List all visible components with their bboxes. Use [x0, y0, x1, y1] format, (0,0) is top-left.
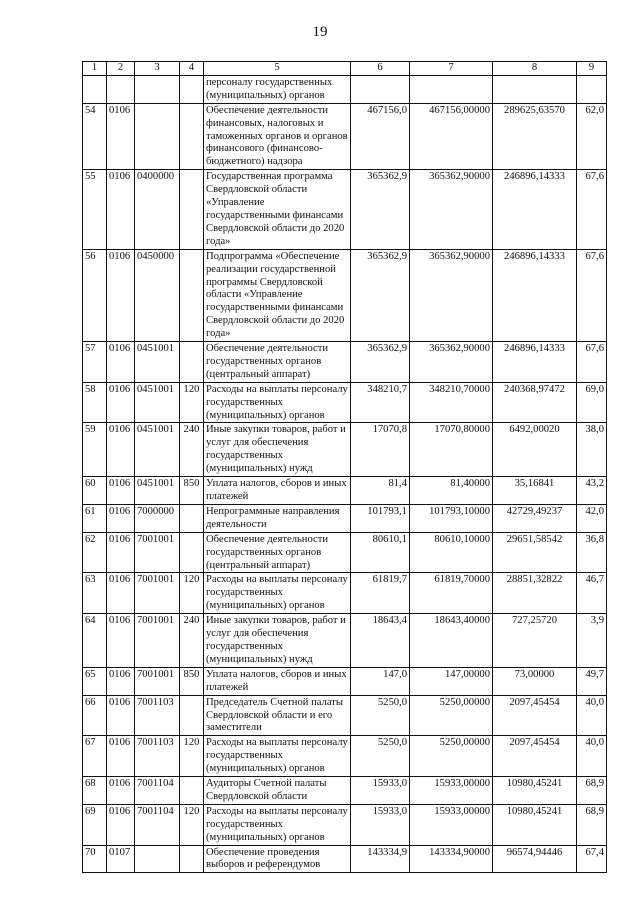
cell-executed-amount: 42729,49237 [493, 504, 577, 532]
cell-refined-amount: 80610,10000 [410, 532, 493, 573]
cell-description: Расходы на выплаты персоналу государственных (муниципальных) органов [204, 382, 351, 423]
cell-executed-amount: 240368,97472 [493, 382, 577, 423]
cell-row-number: 59 [83, 423, 107, 477]
cell-execution-percent: 40,0 [577, 695, 607, 736]
cell-executed-amount: 10980,45241 [493, 777, 577, 805]
cell-section-code: 0106 [107, 667, 135, 695]
cell-expense-type [180, 103, 204, 170]
cell-approved-amount: 101793,1 [351, 504, 410, 532]
cell-expense-type [180, 504, 204, 532]
page-number: 19 [312, 24, 328, 40]
cell-refined-amount: 5250,00000 [410, 736, 493, 777]
table-row [83, 532, 607, 573]
cell-execution-percent: 43,2 [577, 477, 607, 505]
cell-execution-percent: 67,6 [577, 249, 607, 341]
cell-section-code: 0106 [107, 736, 135, 777]
cell-expense-type [180, 170, 204, 249]
table-body [83, 75, 607, 872]
cell-section-code: 0106 [107, 477, 135, 505]
cell-row-number: 61 [83, 504, 107, 532]
table-row [83, 804, 607, 845]
cell-expense-type [180, 777, 204, 805]
cell-executed-amount: 246896,14333 [493, 249, 577, 341]
table-row [83, 667, 607, 695]
cell-execution-percent: 67,6 [577, 342, 607, 383]
cell-approved-amount: 5250,0 [351, 736, 410, 777]
cell-section-code: 0106 [107, 777, 135, 805]
cell-expense-type: 120 [180, 573, 204, 614]
cell-approved-amount: 61819,7 [351, 573, 410, 614]
cell-approved-amount: 365362,9 [351, 342, 410, 383]
cell-row-number: 56 [83, 249, 107, 341]
cell-description: Подпрограмма «Обеспечение реализации государственной программы Свердловской области «Управление государственными финансами Свердловской области до 2020 года» [204, 249, 351, 341]
cell-section-code: 0106 [107, 614, 135, 668]
table-row [83, 249, 607, 341]
cell-target-code: 0451001 [135, 382, 180, 423]
cell-execution-percent: 68,9 [577, 804, 607, 845]
cell-approved-amount: 365362,9 [351, 249, 410, 341]
cell-approved-amount: 80610,1 [351, 532, 410, 573]
cell-executed-amount: 96574,94446 [493, 845, 577, 873]
cell-expense-type [180, 342, 204, 383]
cell-target-code: 0451001 [135, 477, 180, 505]
cell-row-number: 57 [83, 342, 107, 383]
cell-empty [135, 75, 180, 103]
cell-executed-amount: 246896,14333 [493, 170, 577, 249]
cell-section-code: 0106 [107, 423, 135, 477]
cell-executed-amount: 6492,00020 [493, 423, 577, 477]
column-header: 3 [135, 62, 180, 76]
cell-executed-amount: 727,25720 [493, 614, 577, 668]
cell-execution-percent: 40,0 [577, 736, 607, 777]
cell-description: Иные закупки товаров, работ и услуг для обеспечения государственных (муниципальных) нужд [204, 423, 351, 477]
table-row [83, 103, 607, 170]
cell-refined-amount: 15933,00000 [410, 777, 493, 805]
cell-target-code: 7001001 [135, 614, 180, 668]
cell-refined-amount: 143334,90000 [410, 845, 493, 873]
cell-target-code: 7001001 [135, 573, 180, 614]
table-row [83, 477, 607, 505]
cell-row-number: 58 [83, 382, 107, 423]
table-row [83, 504, 607, 532]
cell-description: Обеспечение деятельности государственных органов (центральный аппарат) [204, 342, 351, 383]
cell-approved-amount: 17070,8 [351, 423, 410, 477]
cell-description: Расходы на выплаты персоналу государственных (муниципальных) органов [204, 736, 351, 777]
cell-target-code: 7001001 [135, 532, 180, 573]
cell-description: Государственная программа Свердловской области «Управление государственными финансами Свердловской области до 2020 года» [204, 170, 351, 249]
cell-target-code [135, 845, 180, 873]
cell-row-number: 70 [83, 845, 107, 873]
cell-refined-amount: 147,00000 [410, 667, 493, 695]
cell-expense-type [180, 695, 204, 736]
cell-execution-percent: 67,4 [577, 845, 607, 873]
table-row [83, 736, 607, 777]
cell-description: Обеспечение деятельности государственных органов (центральный аппарат) [204, 532, 351, 573]
cell-row-number: 69 [83, 804, 107, 845]
table-row [83, 695, 607, 736]
cell-executed-amount: 73,00000 [493, 667, 577, 695]
cell-empty [493, 75, 577, 103]
cell-execution-percent: 67,6 [577, 170, 607, 249]
cell-target-code: 0451001 [135, 423, 180, 477]
cell-description: Обеспечение деятельности финансовых, налоговых и таможенных органов и органов финансового (финансово-бюджетного) надзора [204, 103, 351, 170]
cell-section-code: 0106 [107, 170, 135, 249]
cell-expense-type: 240 [180, 614, 204, 668]
cell-section-code: 0106 [107, 342, 135, 383]
table-row [83, 382, 607, 423]
column-header: 7 [410, 62, 493, 76]
column-header: 8 [493, 62, 577, 76]
cell-execution-percent: 69,0 [577, 382, 607, 423]
cell-section-code: 0107 [107, 845, 135, 873]
cell-row-number: 54 [83, 103, 107, 170]
cell-description: Аудиторы Счетной палаты Свердловской области [204, 777, 351, 805]
cell-refined-amount: 81,40000 [410, 477, 493, 505]
table-row [83, 845, 607, 873]
cell-refined-amount: 348210,70000 [410, 382, 493, 423]
cell-expense-type: 120 [180, 736, 204, 777]
cell-refined-amount: 18643,40000 [410, 614, 493, 668]
cell-empty [180, 75, 204, 103]
cell-description: Непрограммные направления деятельности [204, 504, 351, 532]
cell-section-code: 0106 [107, 695, 135, 736]
cell-row-number: 65 [83, 667, 107, 695]
cell-description: персоналу государственных (муниципальных) органов [204, 75, 351, 103]
cell-execution-percent: 49,7 [577, 667, 607, 695]
cell-row-number: 66 [83, 695, 107, 736]
cell-section-code: 0106 [107, 249, 135, 341]
cell-refined-amount: 365362,90000 [410, 342, 493, 383]
cell-approved-amount: 5250,0 [351, 695, 410, 736]
cell-empty [577, 75, 607, 103]
table-row [83, 170, 607, 249]
cell-approved-amount: 147,0 [351, 667, 410, 695]
cell-empty [83, 75, 107, 103]
table-row [83, 777, 607, 805]
cell-executed-amount: 289625,63570 [493, 103, 577, 170]
cell-target-code: 7000000 [135, 504, 180, 532]
cell-target-code: 0450000 [135, 249, 180, 341]
cell-row-number: 64 [83, 614, 107, 668]
cell-description: Председатель Счетной палаты Свердловской области и его заместители [204, 695, 351, 736]
cell-executed-amount: 35,16841 [493, 477, 577, 505]
cell-execution-percent: 36,8 [577, 532, 607, 573]
cell-description: Расходы на выплаты персоналу государственных (муниципальных) органов [204, 804, 351, 845]
cell-refined-amount: 61819,70000 [410, 573, 493, 614]
cell-section-code: 0106 [107, 382, 135, 423]
cell-empty [107, 75, 135, 103]
cell-execution-percent: 38,0 [577, 423, 607, 477]
column-header: 6 [351, 62, 410, 76]
cell-row-number: 60 [83, 477, 107, 505]
table-row [83, 342, 607, 383]
table-row [83, 423, 607, 477]
cell-target-code [135, 103, 180, 170]
cell-approved-amount: 348210,7 [351, 382, 410, 423]
continuation-row [83, 75, 607, 103]
cell-approved-amount: 365362,9 [351, 170, 410, 249]
cell-executed-amount: 2097,45454 [493, 736, 577, 777]
column-header: 2 [107, 62, 135, 76]
cell-target-code: 0400000 [135, 170, 180, 249]
cell-executed-amount: 246896,14333 [493, 342, 577, 383]
cell-section-code: 0106 [107, 504, 135, 532]
cell-executed-amount: 28851,32822 [493, 573, 577, 614]
cell-expense-type: 240 [180, 423, 204, 477]
cell-approved-amount: 18643,4 [351, 614, 410, 668]
cell-executed-amount: 10980,45241 [493, 804, 577, 845]
cell-refined-amount: 17070,80000 [410, 423, 493, 477]
cell-refined-amount: 5250,00000 [410, 695, 493, 736]
cell-row-number: 55 [83, 170, 107, 249]
column-header: 1 [83, 62, 107, 76]
budget-table [82, 61, 607, 873]
table-row [83, 573, 607, 614]
cell-expense-type [180, 532, 204, 573]
cell-target-code: 0451001 [135, 342, 180, 383]
cell-approved-amount: 15933,0 [351, 777, 410, 805]
cell-refined-amount: 467156,00000 [410, 103, 493, 170]
cell-approved-amount: 15933,0 [351, 804, 410, 845]
cell-execution-percent: 42,0 [577, 504, 607, 532]
cell-expense-type: 850 [180, 477, 204, 505]
header-row [83, 62, 607, 76]
cell-target-code: 7001103 [135, 736, 180, 777]
cell-execution-percent: 3,9 [577, 614, 607, 668]
cell-row-number: 67 [83, 736, 107, 777]
cell-description: Обеспечение проведения выборов и референдумов [204, 845, 351, 873]
cell-expense-type [180, 845, 204, 873]
cell-target-code: 7001001 [135, 667, 180, 695]
cell-description: Иные закупки товаров, работ и услуг для обеспечения государственных (муниципальных) нужд [204, 614, 351, 668]
cell-refined-amount: 101793,10000 [410, 504, 493, 532]
column-header: 4 [180, 62, 204, 76]
cell-row-number: 68 [83, 777, 107, 805]
cell-refined-amount: 15933,00000 [410, 804, 493, 845]
cell-description: Уплата налогов, сборов и иных платежей [204, 477, 351, 505]
column-header: 9 [577, 62, 607, 76]
cell-execution-percent: 62,0 [577, 103, 607, 170]
cell-execution-percent: 68,9 [577, 777, 607, 805]
cell-description: Уплата налогов, сборов и иных платежей [204, 667, 351, 695]
table-row [83, 614, 607, 668]
cell-refined-amount: 365362,90000 [410, 170, 493, 249]
cell-target-code: 7001104 [135, 777, 180, 805]
cell-empty [351, 75, 410, 103]
column-header: 5 [204, 62, 351, 76]
cell-section-code: 0106 [107, 804, 135, 845]
cell-section-code: 0106 [107, 573, 135, 614]
cell-approved-amount: 143334,9 [351, 845, 410, 873]
cell-execution-percent: 46,7 [577, 573, 607, 614]
cell-description: Расходы на выплаты персоналу государственных (муниципальных) органов [204, 573, 351, 614]
cell-section-code: 0106 [107, 532, 135, 573]
cell-section-code: 0106 [107, 103, 135, 170]
cell-row-number: 62 [83, 532, 107, 573]
cell-target-code: 7001104 [135, 804, 180, 845]
cell-row-number: 63 [83, 573, 107, 614]
cell-refined-amount: 365362,90000 [410, 249, 493, 341]
cell-expense-type [180, 249, 204, 341]
cell-empty [410, 75, 493, 103]
cell-expense-type: 850 [180, 667, 204, 695]
cell-expense-type: 120 [180, 804, 204, 845]
cell-approved-amount: 467156,0 [351, 103, 410, 170]
cell-target-code: 7001103 [135, 695, 180, 736]
cell-executed-amount: 29651,58542 [493, 532, 577, 573]
cell-executed-amount: 2097,45454 [493, 695, 577, 736]
cell-approved-amount: 81,4 [351, 477, 410, 505]
cell-expense-type: 120 [180, 382, 204, 423]
